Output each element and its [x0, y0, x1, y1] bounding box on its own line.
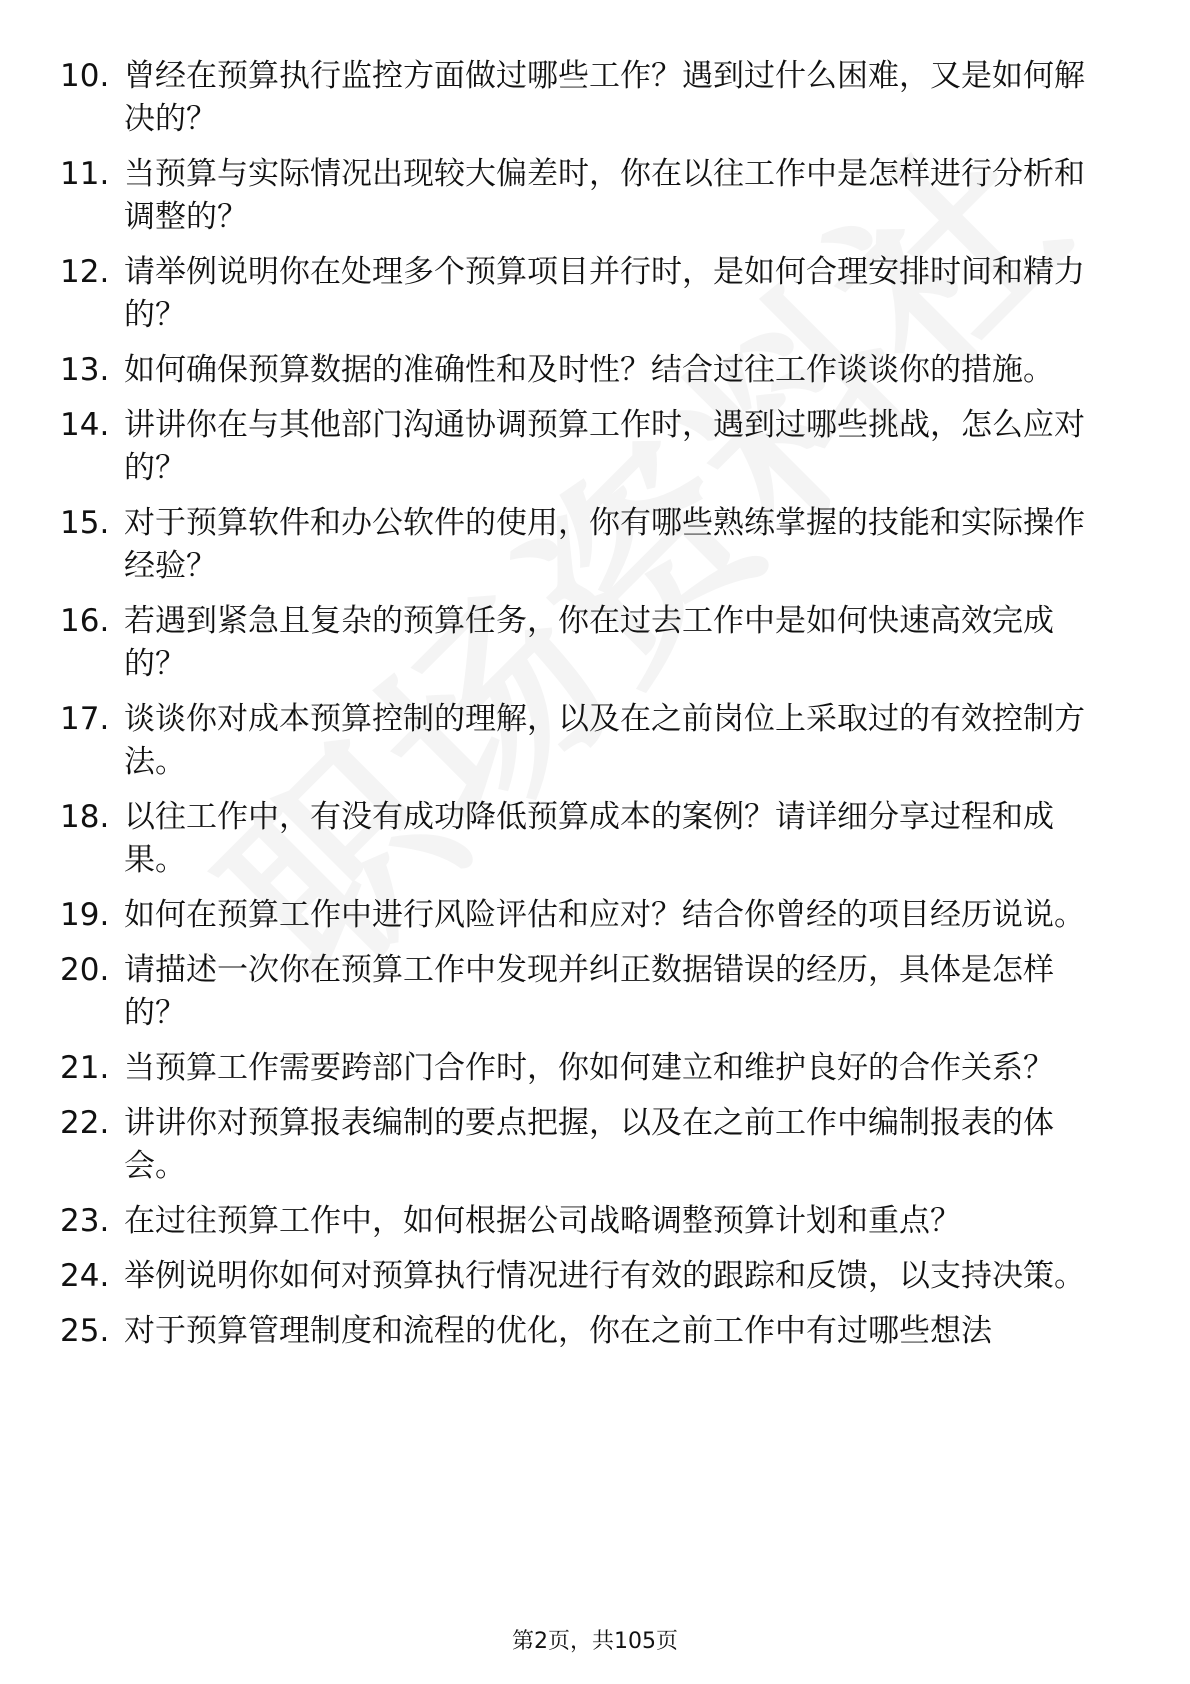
question-item: [60, 1255, 1110, 1298]
question-item: [60, 404, 1110, 490]
question-number: 12.: [60, 254, 110, 290]
question-list: [60, 55, 1110, 1365]
question-text: 请举例说明你在处理多个预算项目并行时，是如何合理安排时间和精力的？: [124, 254, 1085, 333]
question-item: [60, 698, 1110, 784]
question-number: 19.: [60, 897, 110, 933]
question-number: 25.: [60, 1313, 110, 1349]
question-number: 20.: [60, 952, 110, 988]
question-item: [60, 153, 1110, 239]
question-number: 23.: [60, 1203, 110, 1239]
question-number: 13.: [60, 352, 110, 388]
question-text: 如何在预算工作中进行风险评估和应对？结合你曾经的项目经历说说。: [124, 897, 1085, 933]
question-item: [60, 55, 1110, 141]
question-item: [60, 1310, 1110, 1353]
question-text: 曾经在预算执行监控方面做过哪些工作？遇到过什么困难，又是如何解决的？: [124, 58, 1085, 137]
question-text: 当预算与实际情况出现较大偏差时，你在以往工作中是怎样进行分析和调整的？: [124, 156, 1085, 235]
question-item: [60, 949, 1110, 1035]
question-text: 当预算工作需要跨部门合作时，你如何建立和维护良好的合作关系？: [124, 1050, 1054, 1086]
question-item: [60, 251, 1110, 337]
question-number: 17.: [60, 701, 110, 737]
question-text: 如何确保预算数据的准确性和及时性？结合过往工作谈谈你的措施。: [124, 352, 1054, 388]
question-text: 若遇到紧急且复杂的预算任务，你在过去工作中是如何快速高效完成的？: [124, 603, 1054, 682]
question-number: 18.: [60, 799, 110, 835]
question-text: 谈谈你对成本预算控制的理解，以及在之前岗位上采取过的有效控制方法。: [124, 701, 1085, 780]
question-item: [60, 796, 1110, 882]
question-number: 24.: [60, 1258, 110, 1294]
question-text: 讲讲你在与其他部门沟通协调预算工作时，遇到过哪些挑战，怎么应对的？: [124, 407, 1085, 486]
question-number: 10.: [60, 58, 110, 94]
question-item: [60, 600, 1110, 686]
question-item: [60, 894, 1110, 937]
question-item: [60, 1047, 1110, 1090]
question-text: 以往工作中，有没有成功降低预算成本的案例？请详细分享过程和成果。: [124, 799, 1054, 878]
question-number: 14.: [60, 407, 110, 443]
question-text: 对于预算管理制度和流程的优化，你在之前工作中有过哪些想法: [124, 1313, 992, 1349]
page-footer: [0, 1624, 1190, 1655]
question-item: [60, 349, 1110, 392]
question-number: 21.: [60, 1050, 110, 1086]
question-text: 在过往预算工作中，如何根据公司战略调整预算计划和重点？: [124, 1203, 961, 1239]
question-item: [60, 1102, 1110, 1188]
question-number: 15.: [60, 505, 110, 541]
question-text: 讲讲你对预算报表编制的要点把握，以及在之前工作中编制报表的体会。: [124, 1105, 1054, 1184]
question-text: 对于预算软件和办公软件的使用，你有哪些熟练掌握的技能和实际操作经验？: [124, 505, 1085, 584]
question-number: 16.: [60, 603, 110, 639]
question-item: [60, 1200, 1110, 1243]
page-number-label: 第2页，共105页: [512, 1629, 678, 1654]
question-text: 举例说明你如何对预算执行情况进行有效的跟踪和反馈，以支持决策。: [124, 1258, 1085, 1294]
question-number: 22.: [60, 1105, 110, 1141]
question-item: [60, 502, 1110, 588]
question-number: 11.: [60, 156, 110, 192]
question-text: 请描述一次你在预算工作中发现并纠正数据错误的经历，具体是怎样的？: [124, 952, 1054, 1031]
